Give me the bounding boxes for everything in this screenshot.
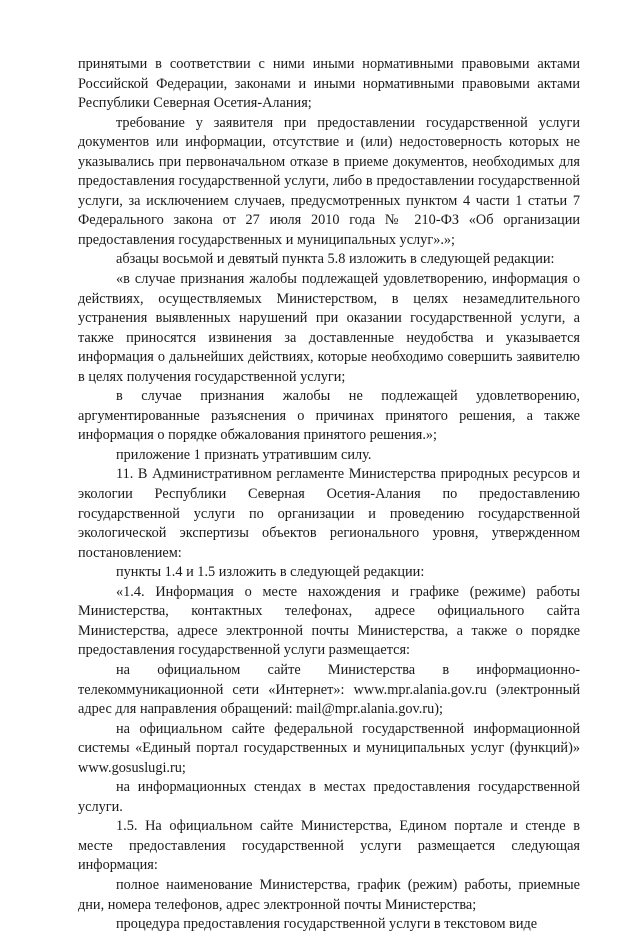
paragraph-info-stands: на информационных стендах в местах предоставления государственной услуги. (78, 779, 580, 815)
paragraph-item-11: 11. В Административном регламенте Министерства природных ресурсов и экологии Республики Северная Осетия-Алания по предоставлению государственной услуги по организации и проведению государственной экологической экспертизы объектов регионального уровня, утвержденном постановлением: (78, 466, 580, 561)
paragraph-procedure: процедура предоставления государственной услуги в текстовом виде (116, 916, 538, 933)
paragraph-ministry-name: полное наименование Министерства, график (режим) работы, приемные дни, номера телефонов, адрес электронной почты Министерства; (78, 876, 580, 913)
paragraph-continuation: принятыми в соответствии с ними иными нормативными правовыми актами Российской Федерации, законами и иными нормативными правовыми актами Республики Северная Осетия-Алания; (78, 56, 580, 112)
paragraph-federal-portal: на официальном сайте федеральной государственной информационной системы «Единый портал государственных и муниципальных услуг (функций)» www.gosuslugi.ru; (78, 720, 580, 776)
paragraph-complaint-satisfied: «в случае признания жалобы подлежащей удовлетворению, информация о действиях, осуществляемых Министерством, в целях незамедлительного устранения выявленных нарушений при оказании государственной услуги, а также приносятся извинения за доставленные неудобства и указывается информация о дальнейших действиях, которые необходимо совершить заявителю в целях получения государственной услуги; (78, 271, 580, 385)
document-page (78, 55, 580, 935)
paragraph-appendix-void: приложение 1 признать утратившим силу. (116, 446, 372, 463)
paragraph-complaint-rejected: в случае признания жалобы не подлежащей удовлетворению, аргументированные разъяснения о причинах принятого решения, а также информация о порядке обжалования принятого решения.»; (78, 388, 580, 444)
paragraph-clause-5-8: абзацы восьмой и девятый пункта 5.8 изложить в следующей редакции: (116, 251, 555, 268)
paragraph-clause-1-4: «1.4. Информация о месте нахождения и графике (режиме) работы Министерства, контактных телефонах, адресе официального сайта Министерства, адресе электронной почты Министерства, а также о порядке предоставления государственной услуги размещается: (78, 583, 580, 659)
paragraph-clause-1-5: 1.5. На официальном сайте Министерства, Едином портале и стенде в месте предоставления государственной услуги размещается следующая информация: (78, 818, 580, 874)
paragraph-official-site: на официальном сайте Министерства в информационно-телекоммуникационной сети «Интернет»: www.mpr.alania.gov.ru (электронный адрес для направления обращений: mail@mpr.alania.gov.ru); (78, 661, 580, 718)
paragraph-clauses-1-4-1-5: пункты 1.4 и 1.5 изложить в следующей редакции: (116, 564, 425, 581)
paragraph-requirement-documents: требование у заявителя при предоставлении государственной услуги документов или информации, отсутствие и (или) недостоверность которых не указывались при первоначальном отказе в приеме документов, необходимых для предоставления государственной услуги, либо в предоставлении государственной услуги, за исключением случаев, предусмотренных пунктом 4 части 1 статьи 7 Федерального закона от 27 июля 2010 года № 210-ФЗ «Об организации предоставления государственных и муниципальных услуг».»; (78, 114, 580, 248)
